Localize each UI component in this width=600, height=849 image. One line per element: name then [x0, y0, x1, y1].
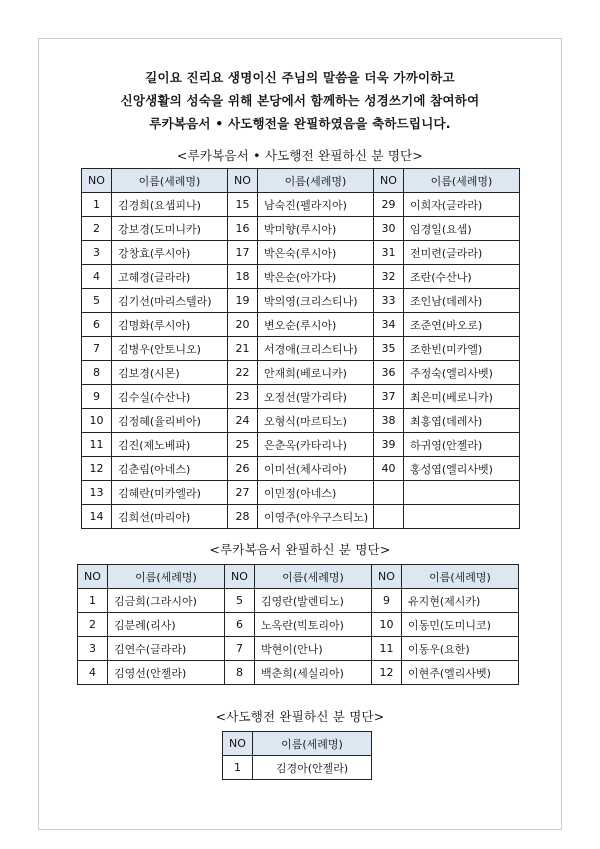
- member-name: 서경애(크리스티나): [258, 337, 374, 361]
- member-number: 9: [372, 589, 402, 613]
- member-number: 22: [228, 361, 258, 385]
- member-name: 김금희(그라시아): [108, 589, 225, 613]
- member-number: 4: [82, 265, 112, 289]
- member-number: 8: [82, 361, 112, 385]
- member-number: 35: [374, 337, 404, 361]
- table-row: [82, 241, 520, 265]
- member-name: 오정선(말가리타): [258, 385, 374, 409]
- member-number: 19: [228, 289, 258, 313]
- member-number: 3: [78, 637, 108, 661]
- table-row: [82, 409, 520, 433]
- member-name: 안재희(베로니카): [258, 361, 374, 385]
- member-name: 이동우(요한): [402, 637, 519, 661]
- table-row: [82, 457, 520, 481]
- member-number: 7: [82, 337, 112, 361]
- section1-table: [81, 168, 520, 529]
- member-name: 김영란(발렌티노): [255, 589, 372, 613]
- member-name: 김경아(안젤라): [253, 756, 372, 780]
- member-name: 조란(수산나): [404, 265, 520, 289]
- member-number: 34: [374, 313, 404, 337]
- member-name: 이미선(체사리아): [258, 457, 374, 481]
- intro-text: [0, 66, 600, 135]
- member-number: 5: [82, 289, 112, 313]
- member-name: 이민정(아네스): [258, 481, 374, 505]
- member-name: 박은숙(루시아): [258, 241, 374, 265]
- member-number: 14: [82, 505, 112, 529]
- member-name: 박현이(안나): [255, 637, 372, 661]
- member-number: 15: [228, 193, 258, 217]
- member-name: 김연수(글라라): [108, 637, 225, 661]
- table-header-row: [82, 169, 520, 193]
- member-name: 김경희(요셉피나): [112, 193, 228, 217]
- member-name: 남숙진(펠라지아): [258, 193, 374, 217]
- member-number: 18: [228, 265, 258, 289]
- member-name: 김춘림(아네스): [112, 457, 228, 481]
- header-name: 이름(세례명): [112, 169, 228, 193]
- member-name: 조인남(데레사): [404, 289, 520, 313]
- member-name: 이영주(아우구스티노): [258, 505, 374, 529]
- header-name: 이름(세례명): [258, 169, 374, 193]
- member-name: 김병우(안토니오): [112, 337, 228, 361]
- member-name: 박의영(크리스티나): [258, 289, 374, 313]
- member-number: 27: [228, 481, 258, 505]
- header-name: 이름(세례명): [108, 565, 225, 589]
- member-name: 임경일(요셉): [404, 217, 520, 241]
- member-number: 38: [374, 409, 404, 433]
- member-number: 23: [228, 385, 258, 409]
- member-name: 강창효(루시아): [112, 241, 228, 265]
- member-number: 30: [374, 217, 404, 241]
- member-number: 4: [78, 661, 108, 685]
- section1-title: <루카복음서 • 사도행전 완필하신 분 명단>: [176, 148, 424, 163]
- member-name: 은춘옥(카타리나): [258, 433, 374, 457]
- header-name: 이름(세례명): [253, 732, 372, 756]
- member-name: 주정숙(엘리사벳): [404, 361, 520, 385]
- member-number: 2: [78, 613, 108, 637]
- member-number: 28: [228, 505, 258, 529]
- member-number: 12: [372, 661, 402, 685]
- table-row: [78, 613, 519, 637]
- member-number: 13: [82, 481, 112, 505]
- member-name: 김분례(리사): [108, 613, 225, 637]
- member-number: 17: [228, 241, 258, 265]
- member-number: 32: [374, 265, 404, 289]
- table-header-row: [223, 732, 372, 756]
- section2-table: [77, 564, 519, 685]
- member-name: 유지현(제시카): [402, 589, 519, 613]
- table-row: [82, 337, 520, 361]
- member-number: 21: [228, 337, 258, 361]
- intro-line-1: 길이요 진리요 생명이신 주님의 말씀을 더욱 가까이하고: [145, 70, 455, 85]
- header-name: 이름(세례명): [402, 565, 519, 589]
- member-name: 김영선(안젤라): [108, 661, 225, 685]
- table-row: [82, 217, 520, 241]
- member-number: 1: [223, 756, 253, 780]
- member-number: 7: [225, 637, 255, 661]
- member-number: 36: [374, 361, 404, 385]
- member-name: 김희선(마리아): [112, 505, 228, 529]
- member-number: 6: [225, 613, 255, 637]
- table-row: [82, 505, 520, 529]
- table-row: [82, 265, 520, 289]
- member-name: 김정혜(율리비아): [112, 409, 228, 433]
- header-no: NO: [78, 565, 108, 589]
- table-row: [82, 361, 520, 385]
- member-name: 박은순(아가다): [258, 265, 374, 289]
- section2-title: <루카복음서 완필하신 분 명단>: [209, 542, 391, 557]
- member-number: 24: [228, 409, 258, 433]
- member-number: 11: [372, 637, 402, 661]
- member-name: 김보경(시몬): [112, 361, 228, 385]
- member-number: 25: [228, 433, 258, 457]
- header-no: NO: [225, 565, 255, 589]
- table-row: [82, 433, 520, 457]
- member-number: [374, 481, 404, 505]
- member-name: 이현주(엘리사벳): [402, 661, 519, 685]
- member-number: 33: [374, 289, 404, 313]
- member-number: 39: [374, 433, 404, 457]
- member-number: 10: [82, 409, 112, 433]
- table-row: [223, 756, 372, 780]
- member-name: 조준연(바오로): [404, 313, 520, 337]
- table-header-row: [78, 565, 519, 589]
- header-no: NO: [223, 732, 253, 756]
- member-name: 홍성엽(엘리사벳): [404, 457, 520, 481]
- member-name: 이동민(도미니코): [402, 613, 519, 637]
- member-number: [374, 505, 404, 529]
- member-name: 김수실(수산나): [112, 385, 228, 409]
- member-number: 1: [78, 589, 108, 613]
- table-row: [82, 313, 520, 337]
- member-number: 9: [82, 385, 112, 409]
- member-number: 40: [374, 457, 404, 481]
- member-name: 조한빈(미카엘): [404, 337, 520, 361]
- member-name: 이희자(글라라): [404, 193, 520, 217]
- table-row: [78, 637, 519, 661]
- member-name: 김기선(마리스텔라): [112, 289, 228, 313]
- intro-line-2: 신앙생활의 성숙을 위해 본당에서 함께하는 성경쓰기에 참여하여: [120, 93, 480, 108]
- member-number: 20: [228, 313, 258, 337]
- member-name: [404, 505, 520, 529]
- member-name: 노옥란(빅토리아): [255, 613, 372, 637]
- table-row: [82, 385, 520, 409]
- header-no: NO: [374, 169, 404, 193]
- member-number: 5: [225, 589, 255, 613]
- member-number: 8: [225, 661, 255, 685]
- section3-table: [222, 731, 372, 780]
- member-number: 10: [372, 613, 402, 637]
- member-number: 16: [228, 217, 258, 241]
- member-number: 11: [82, 433, 112, 457]
- member-name: 최홍엽(데레사): [404, 409, 520, 433]
- table-row: [78, 589, 519, 613]
- member-number: 6: [82, 313, 112, 337]
- member-name: 최은미(베로니카): [404, 385, 520, 409]
- section3-title: <사도행전 완필하신 분 명단>: [215, 709, 385, 724]
- member-number: 31: [374, 241, 404, 265]
- member-name: 백춘희(세실리아): [255, 661, 372, 685]
- member-name: 강보경(도미니카): [112, 217, 228, 241]
- member-number: 3: [82, 241, 112, 265]
- header-name: 이름(세례명): [404, 169, 520, 193]
- member-name: 전미련(글라라): [404, 241, 520, 265]
- intro-line-3: 루카복음서 • 사도행전을 완필하였음을 축하드립니다.: [149, 116, 451, 131]
- member-name: 박미향(루시아): [258, 217, 374, 241]
- header-name: 이름(세례명): [255, 565, 372, 589]
- member-number: 2: [82, 217, 112, 241]
- member-number: 1: [82, 193, 112, 217]
- header-no: NO: [228, 169, 258, 193]
- member-name: 김진(제노베파): [112, 433, 228, 457]
- table-row: [82, 193, 520, 217]
- header-no: NO: [372, 565, 402, 589]
- table-row: [78, 661, 519, 685]
- table-row: [82, 481, 520, 505]
- member-name: 김명화(루시아): [112, 313, 228, 337]
- member-name: 하귀영(안젤라): [404, 433, 520, 457]
- header-no: NO: [82, 169, 112, 193]
- member-name: 오형식(마르티노): [258, 409, 374, 433]
- member-name: 변오순(루시아): [258, 313, 374, 337]
- table-row: [82, 289, 520, 313]
- member-name: 고혜경(글라라): [112, 265, 228, 289]
- member-number: 26: [228, 457, 258, 481]
- member-number: 29: [374, 193, 404, 217]
- member-name: [404, 481, 520, 505]
- member-name: 김혜란(미카엘라): [112, 481, 228, 505]
- member-number: 12: [82, 457, 112, 481]
- member-number: 37: [374, 385, 404, 409]
